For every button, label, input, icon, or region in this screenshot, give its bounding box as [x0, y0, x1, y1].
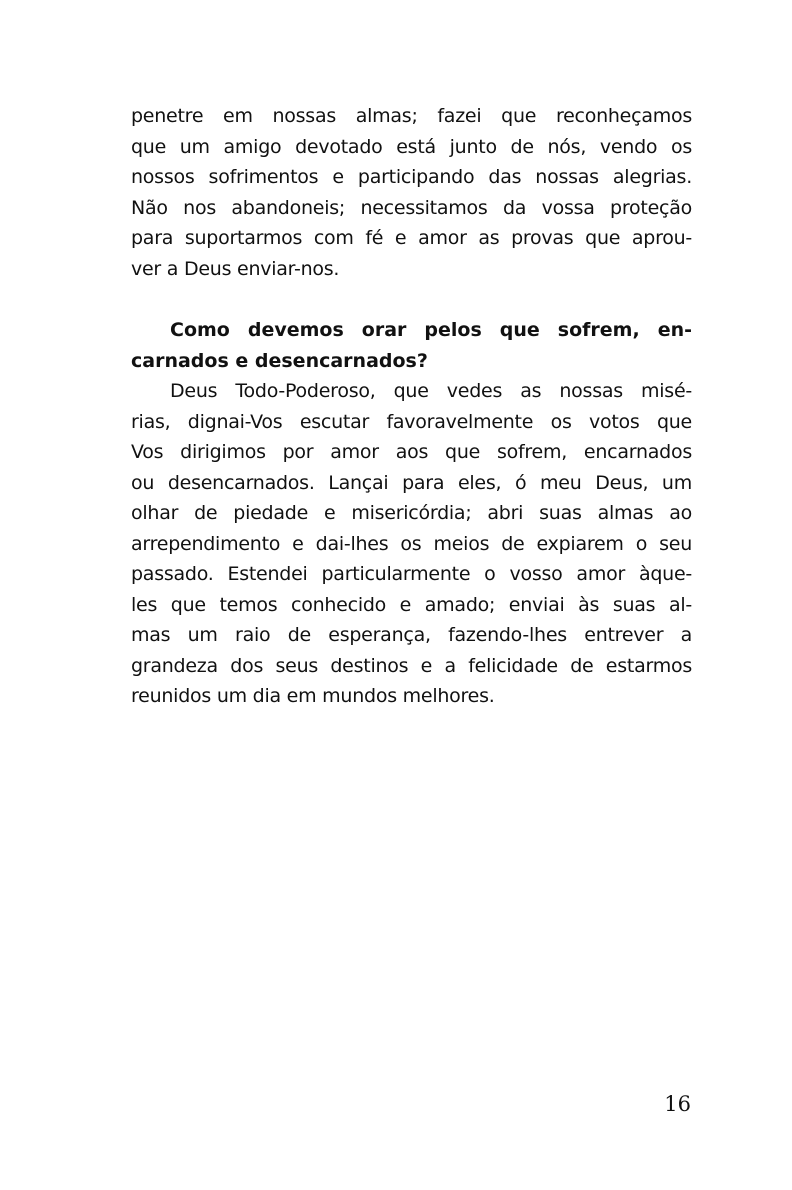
text-line: ou desencarnados. Lançai para eles, ó meu Deus, um — [131, 471, 692, 494]
text-line: mas um raio de esperança, fazendo-lhes entrever a — [131, 624, 692, 646]
text-line: olhar de piedade e misericórdia; abri suas almas ao — [131, 502, 692, 524]
section-heading — [131, 315, 692, 376]
text-line: que um amigo devotado está junto de nós, vendo os — [131, 135, 692, 158]
text-line: Vos dirigimos por amor aos que sofrem, encarnados — [131, 441, 692, 463]
text-line: nossos sofrimentos e participando das nossas alegrias. — [131, 166, 692, 188]
text-line: rias, dignai-Vos escutar favoravelmente os votos que — [131, 410, 692, 433]
text-line: arrependimento e dai-lhes os meios de expiarem o seu — [131, 532, 692, 555]
text-line: grandeza dos seus destinos e a felicidade de estarmos — [131, 654, 692, 677]
text-line: passado. Estendei particularmente o vosso amor àque- — [131, 563, 692, 585]
text-line: para suportarmos com fé e amor as provas que aprou- — [131, 227, 692, 249]
text-line: les que temos conhecido e amado; enviai às suas al- — [131, 593, 692, 616]
text-line: ver a Deus enviar-nos. — [131, 257, 340, 280]
heading-line: Como devemos orar pelos que sofrem, en- — [170, 319, 692, 341]
text-line: Não nos abandoneis; necessitamos da vossa proteção — [131, 196, 692, 219]
paragraph-prayer — [131, 376, 692, 712]
paragraph-top — [131, 101, 692, 284]
text-line: Deus Todo-Poderoso, que vedes as nossas misé- — [170, 380, 692, 402]
text-line: penetre em nossas almas; fazei que reconheçamos — [131, 105, 692, 127]
page-number: 16 — [664, 1092, 691, 1116]
text-line: reunidos um dia em mundos melhores. — [131, 685, 495, 707]
heading-line: carnados e desencarnados? — [131, 349, 428, 372]
